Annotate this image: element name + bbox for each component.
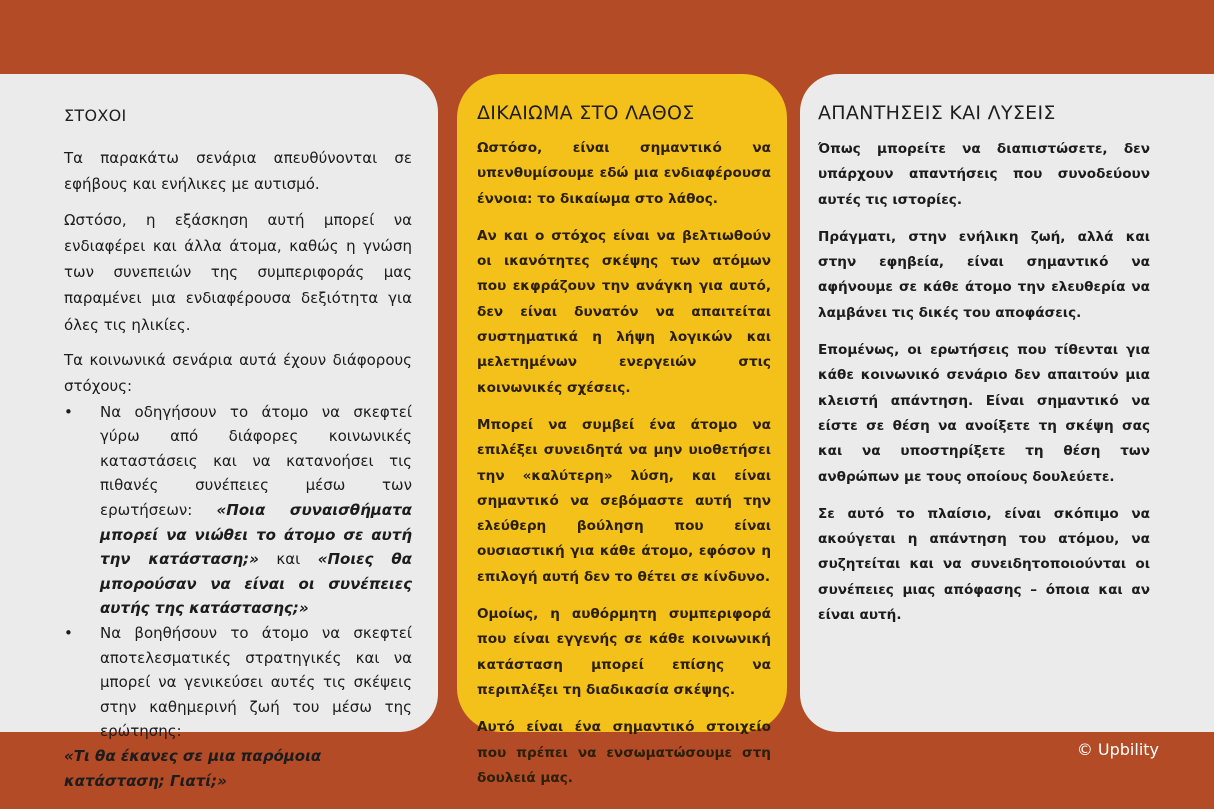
goals-paragraph-1: Τα παρακάτω σενάρια απευθύνονται σε εφήβους και ενήλικες με αυτισμό. — [64, 149, 412, 194]
goals-item-text: Να οδηγήσουν το άτομο να σκεφτεί γύρω από διάφορες κοινωνικές καταστάσεις και να κατανοήσει τις πιθανές συνέπειες μέσω των ερωτήσεων: — [100, 402, 412, 520]
right-to-error-title: ΔΙΚΑΙΩΜΑ ΣΤΟ ΛΑΘΟΣ — [477, 102, 695, 124]
answers-paragraph-2: Πράγματι, στην ενήλικη ζωή, αλλά και στην εφηβεία, είναι σημαντικό να αφήνουμε σε κάθε άτομο την ελευθερία να λαμβάνει τις δικές του αποφάσεις. — [818, 228, 1150, 321]
goals-title: ΣΤΟΧΟΙ — [64, 106, 127, 125]
right-to-error-paragraph-2: Αν και ο στόχος είναι να βελτιωθούν οι ικανότητες σκέψης των ατόμων που εκφράζουν την ανάγκη για αυτό, δεν είναι δυνατόν να απαιτείται συστηματικά η λήψη λογικών και μελετημένων ενεργειών στις κοινωνικές σχέσεις. — [477, 227, 771, 396]
right-to-error-paragraph-5: Αυτό είναι ένα σημαντικό στοιχείο που πρέπει να ενσωματώσουμε στη δουλειά μας. — [477, 719, 771, 786]
right-to-error-paragraph-4: Ομοίως, η αυθόρμητη συμπεριφορά που είναι εγγενής σε κάθε κοινωνική κατάσταση μπορεί επίσης να περιπλέξει τη διαδικασία σκέψης. — [477, 606, 771, 698]
copyright-notice: © Upbility — [1076, 740, 1159, 759]
question-consequences: «Ποιες θα μπορούσαν να είναι οι συνέπειες αυτής της κατάστασης;» — [100, 550, 412, 618]
bullet-icon: • — [64, 402, 73, 421]
question-feelings: «Ποια συναισθήματα μπορεί να νιώθει το άτομο σε αυτή την κατάσταση;» — [100, 501, 412, 569]
goals-paragraph-3: Τα κοινωνικά σενάρια αυτά έχουν διάφορους στόχους: — [64, 351, 412, 396]
goals-paragraph-2: Ωστόσο, η εξάσκηση αυτή μπορεί να ενδιαφέρει και άλλα άτομα, καθώς η γνώση των συνεπειών της συμπεριφοράς μας παραμένει μια ενδιαφέρουσα δεξιότητα για όλες τις ηλικίες. — [64, 210, 412, 334]
right-to-error-panel — [457, 74, 787, 786]
bullet-icon: • — [64, 624, 73, 643]
goals-item-text: Να βοηθήσουν το άτομο να σκεφτεί αποτελεσματικές στρατηγικές και να μπορεί να γενικεύσει αυτές τις σκέψεις στην καθημερινή ζωή του μέσω της ερώτησης: — [100, 624, 412, 741]
right-to-error-paragraph-1: Ωστόσο, είναι σημαντικό να υπενθυμίσουμε εδώ μια ενδιαφέρουσα έννοια: το δικαίωμα στο λάθος. — [477, 140, 771, 207]
goals-list — [64, 400, 412, 794]
goals-item-conjunction: και — [276, 550, 301, 569]
answers-paragraph-4: Σε αυτό το πλαίσιο, είναι σκόπιμο να ακούγεται η απάντηση του ατόμου, να συζητείται και να συνειδητοποιούνται οι συνέπειες μιας απόφασης – όποια και αν είναι αυτή. — [818, 505, 1150, 624]
right-to-error-paragraph-3: Μπορεί να συμβεί ένα άτομο να επιλέξει συνειδητά να μην υιοθετήσει την «καλύτερη» λύση, και είναι σημαντικό να σεβόμαστε αυτή την ελεύθερη βούληση που είναι ουσιαστική για κάθε άτομο, εφόσον η επιλογή αυτή δεν το θέτει σε κίνδυνο. — [477, 416, 771, 585]
goals-list-item — [64, 400, 412, 621]
answers-panel — [800, 74, 1214, 732]
answers-content — [818, 102, 1150, 628]
answers-paragraph-3: Επομένως, οι ερωτήσεις που τίθενται για κάθε κοινωνικό σενάριο δεν απαιτούν μια κλειστή απάντηση. Είναι σημαντικό να είστε σε θέση να ανοίξετε τη σκέψη σας και να υποστηρίξετε τη θέση των ανθρώπων με τους οποίους δουλεύετε. — [818, 342, 1150, 485]
answers-title: ΑΠΑΝΤΗΣΕΙΣ ΚΑΙ ΛΥΣΕΙΣ — [818, 102, 1056, 124]
goals-panel — [0, 74, 438, 790]
goals-list-item — [64, 621, 412, 793]
answers-paragraph-1: Όπως μπορείτε να διαπιστώσετε, δεν υπάρχουν απαντήσεις που συνοδεύουν αυτές τις ιστορίες. — [818, 141, 1150, 208]
question-what-would-you-do: «Τι θα έκανες σε μια παρόμοια κατάσταση; Γιατί;» — [64, 746, 322, 790]
